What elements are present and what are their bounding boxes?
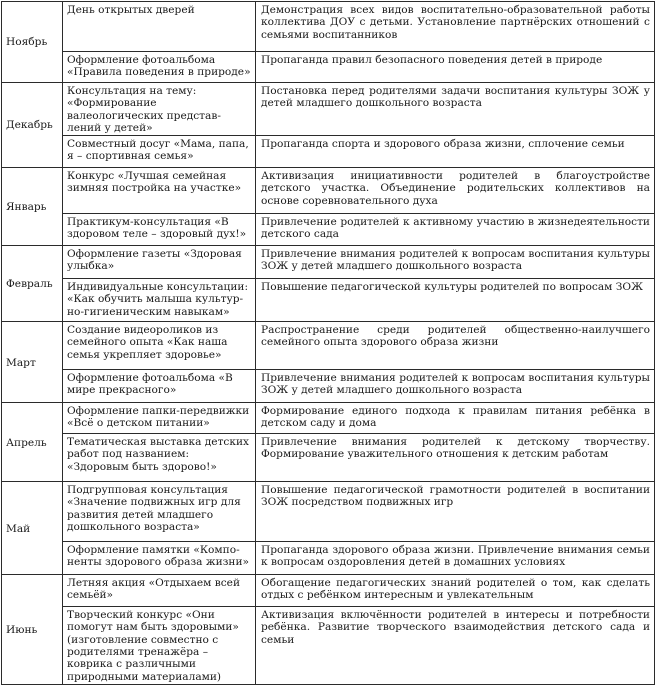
event-cell: Творческий конкурс «Они помогут нам быть здоровыми» (изготовление совместно с родителями тренажёра – коврика с различными природными материалами): [63, 607, 256, 685]
event-cell: Оформление памятки «Компоненты здорового образа жизни»: [63, 542, 256, 575]
event-cell: Создание видеороликов из семейного опыта «Как наша семья укрепляет здоровье»: [63, 322, 256, 370]
table-row: [2, 322, 655, 370]
month-cell: Март: [2, 322, 63, 403]
month-cell: Декабрь: [2, 83, 63, 168]
month-cell: Май: [2, 482, 63, 575]
event-cell: Оформление фотоальбома «Правила поведения в природе»: [63, 52, 256, 83]
table-row: [2, 607, 655, 685]
event-cell: Оформление папки-передвижки «Всё о детском питании»: [63, 403, 256, 434]
goal-cell: Привлечение внимания родителей к детскому творчеству. Формирование уважительного отношения к детским работам: [256, 434, 655, 482]
goal-cell: Привлечение родителей к активному участию в жизнедеятельности детского сада: [256, 214, 655, 246]
month-cell: Июнь: [2, 575, 63, 685]
events-table-body: [2, 2, 655, 685]
table-row: [2, 575, 655, 607]
month-cell: Апрель: [2, 403, 63, 482]
event-cell: Совместный досуг «Мама, папа, я – спортивная семья»: [63, 136, 256, 168]
event-cell: Тематическая выставка детских работ под названием: «Здоровым быть здорово!»: [63, 434, 256, 482]
table-row: [2, 136, 655, 168]
goal-cell: Пропаганда правил безопасного поведения детей в природе: [256, 52, 655, 83]
table-row: [2, 2, 655, 52]
goal-cell: Активизация включённости родителей в интересы и потребности ребёнка. Развитие творческого взаимодействия детского сада и семьи: [256, 607, 655, 685]
goal-cell: Формирование единого подхода к правилам питания ребёнка в детском саду и дома: [256, 403, 655, 434]
event-cell: Индивидуальные консультации: «Как обучить малыша культурно-гигиеническим навыкам»: [63, 279, 256, 322]
table-row: [2, 246, 655, 279]
goal-cell: Пропаганда здорового образа жизни. Привлечение внимания семьи к вопросам оздоровления детей в домашних условиях: [256, 542, 655, 575]
event-cell: Консультация на тему: «Формирование валеологических представлений у детей»: [63, 83, 256, 136]
event-cell: Оформление фотоальбома «В мире прекрасного»: [63, 370, 256, 403]
event-cell: Оформление газеты «Здоровая улыбка»: [63, 246, 256, 279]
goal-cell: Активизация инициативности родителей в благоустройстве детского участка. Объединение родительских коллективов на основе соревновательного духа: [256, 168, 655, 214]
event-cell: Практикум-консультация «В здоровом теле – здоровый дух!»: [63, 214, 256, 246]
table-row: [2, 434, 655, 482]
table-row: [2, 370, 655, 403]
goal-cell: Распространение среди родителей общественно-наилучшего семейного опыта здорового образа жизни: [256, 322, 655, 370]
goal-cell: Повышение педагогической культуры родителей по вопросам ЗОЖ: [256, 279, 655, 322]
table-row: [2, 542, 655, 575]
table-row: [2, 52, 655, 83]
goal-cell: Обогащение педагогических знаний родителей о том, как сделать отдых с ребёнком интересным и увлекательным: [256, 575, 655, 607]
goal-cell: Привлечение внимания родителей к вопросам воспитания культуры ЗОЖ у детей младшего дошкольного возраста: [256, 370, 655, 403]
goal-cell: Демонстрация всех видов воспитательно-образовательной работы коллектива ДОУ с детьми. Установление партнёрских отношений с семьями воспитанников: [256, 2, 655, 52]
table-row: [2, 279, 655, 322]
month-cell: Ноябрь: [2, 2, 63, 83]
table-row: [2, 482, 655, 542]
events-table: [1, 1, 655, 685]
goal-cell: Привлечение внимания родителей к вопросам воспитания культуры ЗОЖ у детей младшего дошкольного возраста: [256, 246, 655, 279]
event-cell: День открытых дверей: [63, 2, 256, 52]
table-row: [2, 403, 655, 434]
month-cell: Январь: [2, 168, 63, 246]
event-cell: Подгрупповая консультация «Значение подвижных игр для развития детей младшего дошкольного возраста»: [63, 482, 256, 542]
event-cell: Конкурс «Лучшая семейная зимняя постройка на участке»: [63, 168, 256, 214]
goal-cell: Повышение педагогической грамотности родителей в воспитании ЗОЖ посредством подвижных игр: [256, 482, 655, 542]
goal-cell: Пропаганда спорта и здорового образа жизни, сплочение семьи: [256, 136, 655, 168]
goal-cell: Постановка перед родителями задачи воспитания культуры ЗОЖ у детей младшего дошкольного возраста: [256, 83, 655, 136]
month-cell: Февраль: [2, 246, 63, 322]
table-row: [2, 214, 655, 246]
table-row: [2, 83, 655, 136]
event-cell: Летняя акция «Отдыхаем всей семьёй»: [63, 575, 256, 607]
table-row: [2, 168, 655, 214]
